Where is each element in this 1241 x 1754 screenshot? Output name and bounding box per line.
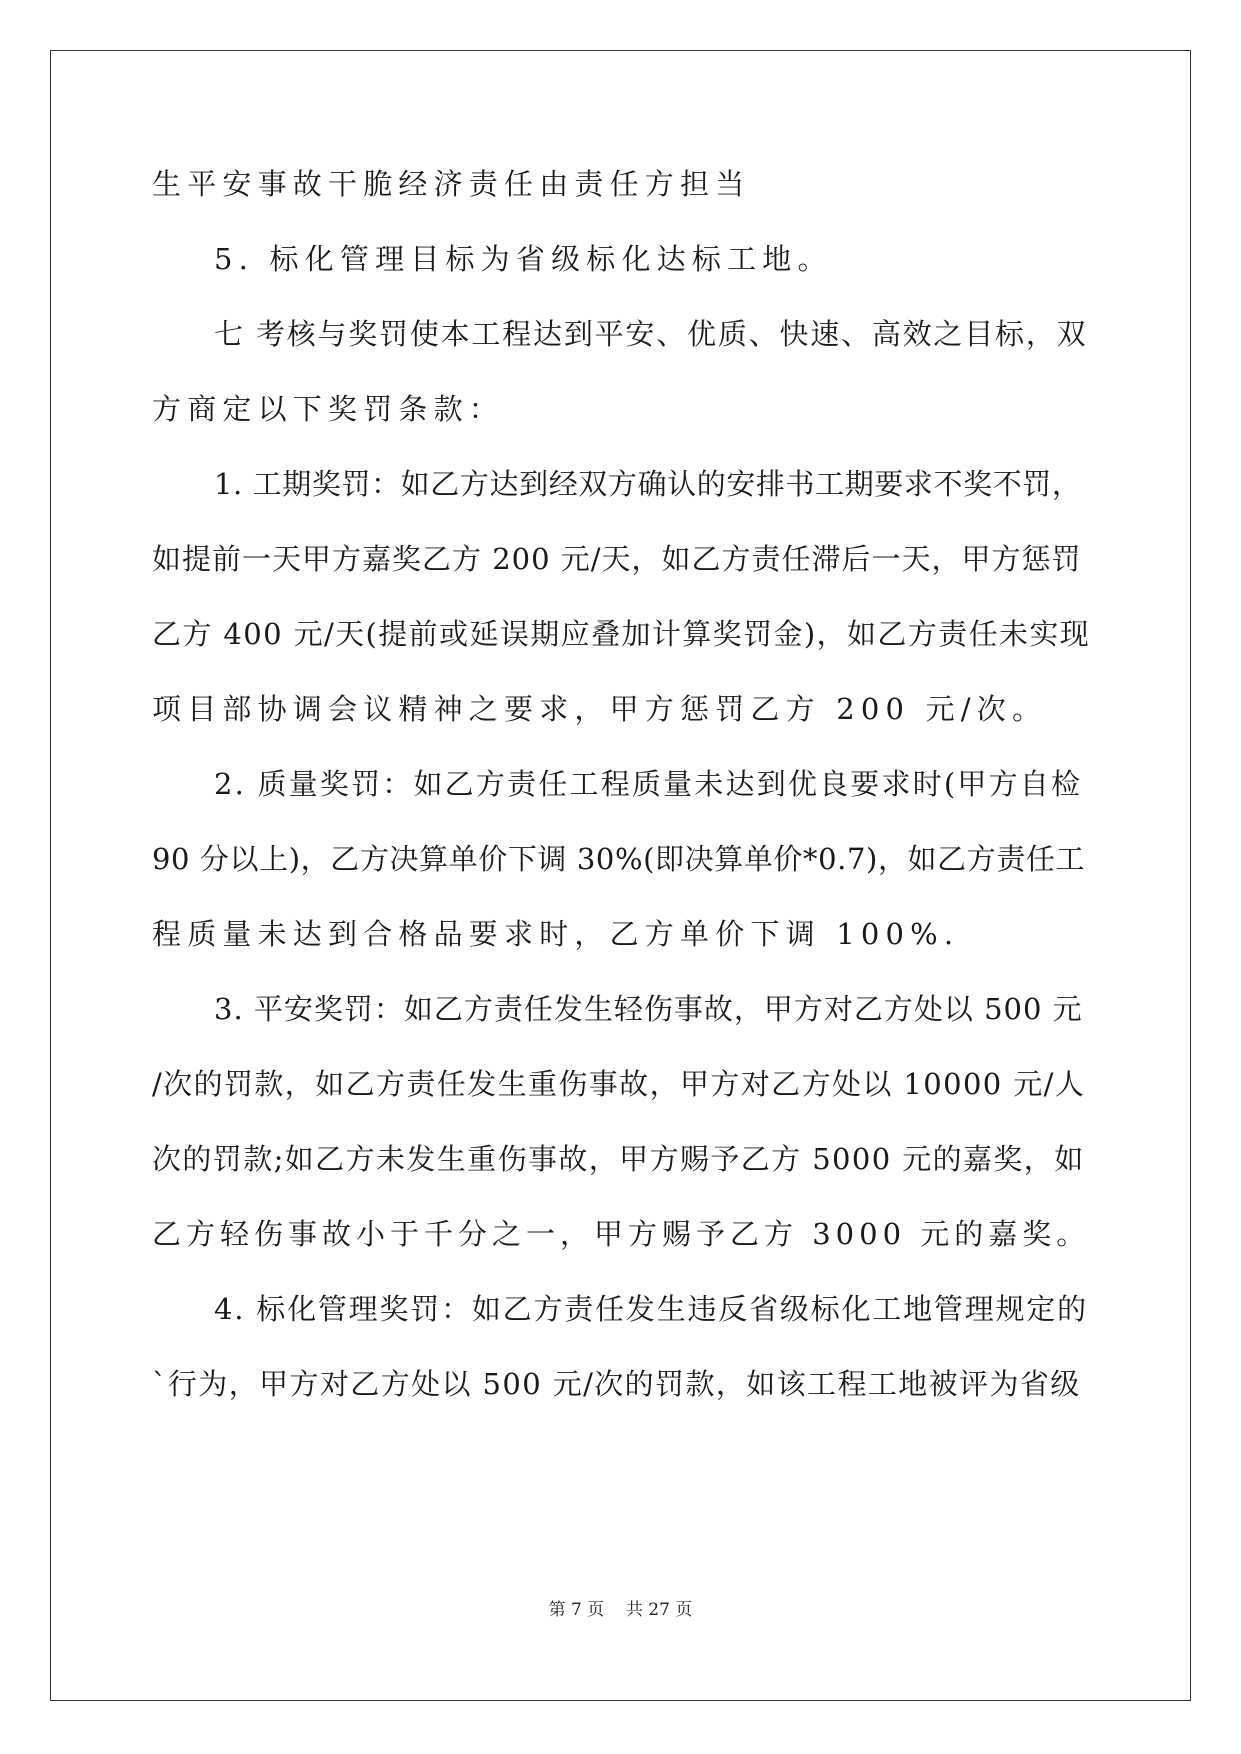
- text-line: 生平安事故干脆经济责任由责任方担当: [152, 167, 751, 201]
- text-line: 4. 标化管理奖罚：如乙方责任发生违反省级标化工地管理规定的: [214, 1292, 1088, 1326]
- text-line: 程质量未达到合格品要求时，乙方单价下调 100%.: [152, 917, 960, 951]
- text-line: 乙方轻伤事故小于千分之一，甲方赐予乙方 3000 元的嘉奖。: [152, 1217, 1091, 1251]
- text-line: 方商定以下奖罚条款：: [152, 392, 505, 426]
- text-line: 次的罚款;如乙方未发生重伤事故，甲方赐予乙方 5000 元的嘉奖，如: [152, 1142, 1085, 1176]
- text-line: 乙方 400 元/天(提前或延误期应叠加计算奖罚金)，如乙方责任未实现: [152, 617, 1091, 651]
- text-line: 3. 平安奖罚：如乙方责任发生轻伤事故，甲方对乙方处以 500 元: [214, 992, 1083, 1026]
- text-line: 1. 工期奖罚：如乙方达到经双方确认的安排书工期要求不奖不罚，: [214, 467, 1082, 501]
- text-line: 如提前一天甲方嘉奖乙方 200 元/天，如乙方责任滞后一天，甲方惩罚: [152, 542, 1082, 576]
- text-line: 90 分以上)，乙方决算单价下调 30%(即决算单价*0.7)，如乙方责任工: [152, 842, 1086, 876]
- text-line: 2. 质量奖罚：如乙方责任工程质量未达到优良要求时(甲方自检: [214, 767, 1083, 801]
- text-line: 项目部协调会议精神之要求，甲方惩罚乙方 200 元/次。: [152, 692, 1048, 726]
- text-line: 七 考核与奖罚使本工程达到平安、优质、快速、高效之目标，双: [214, 317, 1088, 351]
- text-line: 5. 标化管理目标为省级标化达标工地。: [214, 242, 833, 276]
- text-line: `行为，甲方对乙方处以 500 元/次的罚款，如该工程工地被评为省级: [152, 1367, 1081, 1401]
- page-number: 第 7 页 共 27 页: [548, 1600, 693, 1620]
- page-footer: [0, 1599, 1241, 1621]
- text-line: /次的罚款，如乙方责任发生重伤事故，甲方对乙方处以 10000 元/人: [152, 1067, 1086, 1101]
